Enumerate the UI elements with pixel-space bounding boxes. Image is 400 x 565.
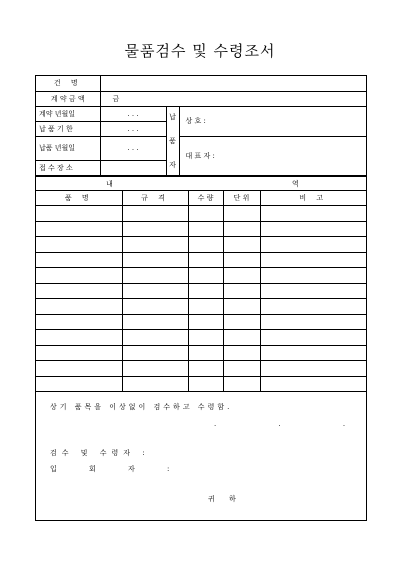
item-row <box>36 376 366 392</box>
item-cell[interactable] <box>188 252 223 268</box>
item-cell[interactable] <box>36 330 122 346</box>
item-cell[interactable] <box>260 330 366 346</box>
column-header-spec: 규 격 <box>122 190 188 206</box>
item-cell[interactable] <box>223 314 260 330</box>
item-cell[interactable] <box>36 252 122 268</box>
item-cell[interactable] <box>188 330 223 346</box>
item-cell[interactable] <box>122 299 188 315</box>
column-header-item-name: 품 명 <box>36 190 122 206</box>
item-cell[interactable] <box>36 376 122 392</box>
item-cell[interactable] <box>36 361 122 377</box>
item-cell[interactable] <box>122 376 188 392</box>
item-cell[interactable] <box>122 330 188 346</box>
item-cell[interactable] <box>223 252 260 268</box>
footer-section <box>36 392 376 512</box>
inspector-label[interactable]: 검수 및 수령자 : <box>50 449 150 457</box>
item-cell[interactable] <box>223 268 260 284</box>
delivery-deadline-value[interactable]: . . . <box>100 121 166 136</box>
details-title-right: 역 <box>292 179 299 188</box>
item-cell[interactable] <box>260 361 366 377</box>
witness-label[interactable]: 입 회 자 : <box>50 465 185 473</box>
item-cell[interactable] <box>122 314 188 330</box>
item-row <box>36 361 366 377</box>
contract-amount-value[interactable]: 금 <box>100 91 366 106</box>
item-cell[interactable] <box>188 221 223 237</box>
item-cell[interactable] <box>36 206 122 222</box>
statement-text: 상기 품목을 이상없이 검수하고 수령함. <box>50 403 233 411</box>
item-cell[interactable] <box>223 206 260 222</box>
contract-date-label: 계약 년월일 <box>36 106 100 121</box>
item-row <box>36 283 366 299</box>
item-row <box>36 221 366 237</box>
item-cell[interactable] <box>36 314 122 330</box>
contract-amount-label: 계 약 금 액 <box>36 91 100 106</box>
item-cell[interactable] <box>122 252 188 268</box>
receipt-place-label: 접 수 장 소 <box>36 160 100 175</box>
delivery-date-value[interactable]: . . . <box>100 136 166 160</box>
item-cell[interactable] <box>188 345 223 361</box>
item-cell[interactable] <box>223 237 260 253</box>
item-cell[interactable] <box>122 221 188 237</box>
item-cell[interactable] <box>223 299 260 315</box>
company-label[interactable]: 상 호 : <box>179 106 366 136</box>
item-cell[interactable] <box>36 345 122 361</box>
item-cell[interactable] <box>122 283 188 299</box>
item-row <box>36 314 366 330</box>
document-title: 물품검수 및 수령조서 <box>124 42 276 60</box>
item-cell[interactable] <box>260 221 366 237</box>
header-section <box>36 76 366 176</box>
item-cell[interactable] <box>260 376 366 392</box>
addressee-text: 귀 하 <box>208 495 242 503</box>
item-cell[interactable] <box>260 345 366 361</box>
item-cell[interactable] <box>223 330 260 346</box>
item-cell[interactable] <box>122 361 188 377</box>
item-cell[interactable] <box>188 376 223 392</box>
details-section <box>36 176 366 393</box>
item-row <box>36 330 366 346</box>
item-cell[interactable] <box>188 314 223 330</box>
item-cell[interactable] <box>260 314 366 330</box>
item-cell[interactable] <box>122 237 188 253</box>
delivery-deadline-label: 납 품 기 한 <box>36 121 100 136</box>
item-cell[interactable] <box>223 376 260 392</box>
column-header-remarks: 비 고 <box>260 190 366 206</box>
item-cell[interactable] <box>223 361 260 377</box>
item-cell[interactable] <box>188 237 223 253</box>
item-row <box>36 237 366 253</box>
form-frame <box>35 75 376 521</box>
item-cell[interactable] <box>260 237 366 253</box>
supplier-label: 납 품 자 <box>166 106 179 175</box>
item-cell[interactable] <box>36 283 122 299</box>
item-cell[interactable] <box>188 206 223 222</box>
item-cell[interactable] <box>188 268 223 284</box>
details-title-left: 내 <box>106 179 113 188</box>
item-cell[interactable] <box>260 283 366 299</box>
sign-date[interactable]: . . . <box>214 420 376 428</box>
details-header-row <box>36 190 366 206</box>
item-cell[interactable] <box>122 206 188 222</box>
item-cell[interactable] <box>36 237 122 253</box>
item-row <box>36 252 366 268</box>
item-cell[interactable] <box>260 252 366 268</box>
item-row <box>36 299 366 315</box>
item-cell[interactable] <box>188 361 223 377</box>
delivery-date-label: 납품 년월일 <box>36 136 100 160</box>
receipt-place-value[interactable] <box>100 160 166 175</box>
item-cell[interactable] <box>260 268 366 284</box>
item-cell[interactable] <box>188 283 223 299</box>
column-header-unit: 단 위 <box>223 190 260 206</box>
representative-label[interactable]: 대 표 자 : <box>179 136 366 175</box>
item-cell[interactable] <box>122 268 188 284</box>
item-cell[interactable] <box>260 206 366 222</box>
item-cell[interactable] <box>223 283 260 299</box>
item-row <box>36 206 366 222</box>
item-cell[interactable] <box>223 221 260 237</box>
column-header-quantity: 수 량 <box>188 190 223 206</box>
item-cell[interactable] <box>260 299 366 315</box>
item-cell[interactable] <box>223 345 260 361</box>
item-cell[interactable] <box>36 221 122 237</box>
item-cell[interactable] <box>36 268 122 284</box>
project-value[interactable] <box>100 76 366 91</box>
project-label: 건 명 <box>36 76 100 91</box>
details-section-title <box>36 176 366 190</box>
item-cell[interactable] <box>122 345 188 361</box>
contract-date-value[interactable]: . . . <box>100 106 166 121</box>
item-cell[interactable] <box>36 299 122 315</box>
item-row <box>36 345 366 361</box>
item-cell[interactable] <box>188 299 223 315</box>
item-row <box>36 268 366 284</box>
